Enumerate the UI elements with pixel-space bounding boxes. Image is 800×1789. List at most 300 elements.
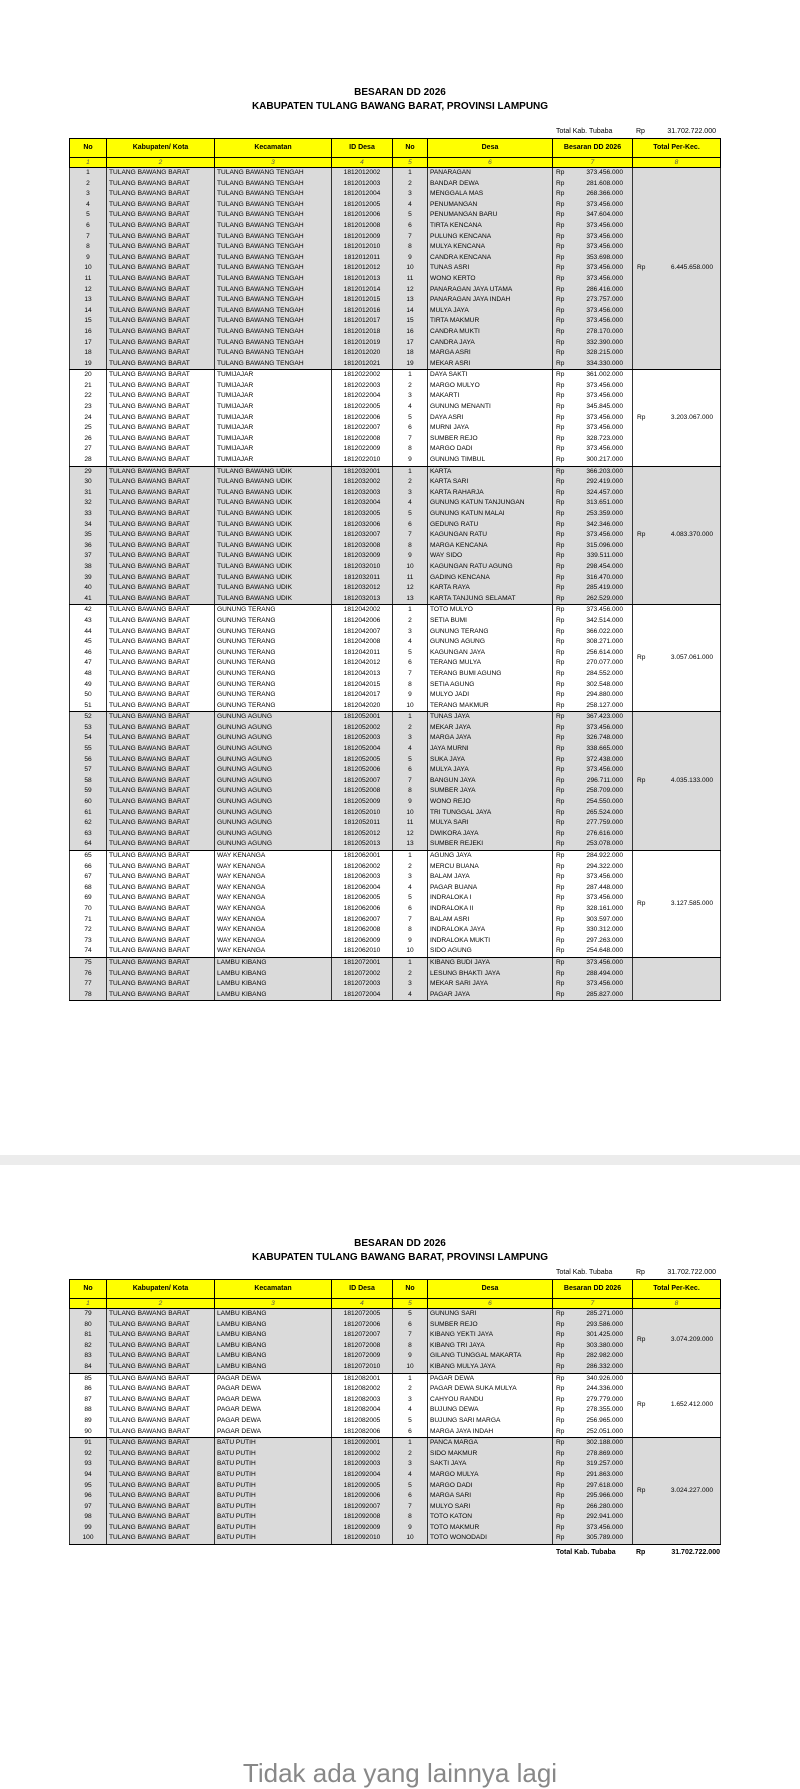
id-desa-cell: 1812062002 <box>332 862 393 873</box>
kecamatan-cell: GUNUNG TERANG <box>215 701 332 712</box>
desa-name-cell: MULYO SARI <box>428 1502 553 1513</box>
desa-number-cell: 3 <box>393 189 428 200</box>
kecamatan-cell: TULANG BAWANG TENGAH <box>215 359 332 370</box>
desa-number-cell: 14 <box>393 306 428 317</box>
currency-label: Rp <box>556 734 565 742</box>
kabupaten-cell: TULANG BAWANG BARAT <box>107 1416 215 1427</box>
currency-label: Rp <box>556 467 565 475</box>
besaran-value: 342.346.000 <box>586 520 623 528</box>
kabupaten-cell: TULANG BAWANG BARAT <box>107 530 215 541</box>
table-row <box>70 627 721 638</box>
row-number: 93 <box>70 1459 107 1470</box>
desa-number-cell: 9 <box>393 690 428 701</box>
row-number: 66 <box>70 862 107 873</box>
row-number: 59 <box>70 786 107 797</box>
desa-number-cell: 9 <box>393 1351 428 1362</box>
currency-label: Rp <box>556 1416 565 1424</box>
currency-label: Rp <box>556 1341 565 1349</box>
table-row <box>70 616 721 627</box>
besaran-cell <box>553 936 633 947</box>
desa-name-cell: BANGUN JAYA <box>428 776 553 787</box>
table-row <box>70 413 721 424</box>
besaran-value: 287.448.000 <box>586 883 623 891</box>
desa-name-cell: SUMBER REJEKI <box>428 839 553 850</box>
besaran-cell <box>553 990 633 1001</box>
kabupaten-cell: TULANG BAWANG BARAT <box>107 413 215 424</box>
id-desa-cell: 1812062001 <box>332 851 393 862</box>
desa-name-cell: SETIA BUMI <box>428 616 553 627</box>
besaran-value: 291.863.000 <box>586 1470 623 1478</box>
kabupaten-cell: TULANG BAWANG BARAT <box>107 488 215 499</box>
desa-number-cell: 1 <box>393 466 428 477</box>
total-label: Total Kab. Tubaba <box>556 128 613 135</box>
table-row <box>70 444 721 455</box>
row-number: 42 <box>70 605 107 616</box>
currency-label: Rp <box>556 541 565 549</box>
total-per-kec-value: 4.083.370.000 <box>670 531 713 539</box>
id-desa-cell: 1812062008 <box>332 925 393 936</box>
total-per-kec-cell <box>633 466 721 605</box>
id-desa-cell: 1812042007 <box>332 627 393 638</box>
desa-name-cell: WAY SIDO <box>428 551 553 562</box>
kecamatan-cell: PAGAR DEWA <box>215 1405 332 1416</box>
besaran-cell <box>553 1373 633 1384</box>
id-desa-cell: 1812042015 <box>332 680 393 691</box>
currency-label: Rp <box>556 243 565 251</box>
desa-name-cell: TIRTA MAKMUR <box>428 316 553 327</box>
sheet-heading <box>0 1238 800 1263</box>
kabupaten-cell: TULANG BAWANG BARAT <box>107 851 215 862</box>
kecamatan-cell: WAY KENANGA <box>215 893 332 904</box>
kabupaten-cell: TULANG BAWANG BARAT <box>107 541 215 552</box>
desa-number-cell: 7 <box>393 530 428 541</box>
id-desa-cell: 1812012020 <box>332 348 393 359</box>
table-row <box>70 263 721 274</box>
id-desa-cell: 1812022008 <box>332 434 393 445</box>
kecamatan-cell: TULANG BAWANG UDIK <box>215 498 332 509</box>
id-desa-cell: 1812072005 <box>332 1309 393 1320</box>
desa-number-cell: 7 <box>393 232 428 243</box>
footer-total <box>556 1549 720 1556</box>
kecamatan-cell: WAY KENANGA <box>215 936 332 947</box>
kabupaten-cell: TULANG BAWANG BARAT <box>107 883 215 894</box>
desa-number-cell: 10 <box>393 1533 428 1544</box>
besaran-cell <box>553 391 633 402</box>
row-number: 91 <box>70 1438 107 1449</box>
kecamatan-cell: TUMIJAJAR <box>215 381 332 392</box>
table-row <box>70 605 721 616</box>
table-row <box>70 1384 721 1395</box>
desa-number-cell: 1 <box>393 712 428 723</box>
desa-number-cell: 6 <box>393 1427 428 1438</box>
desa-number-cell: 8 <box>393 786 428 797</box>
row-number: 75 <box>70 957 107 968</box>
id-desa-cell: 1812012018 <box>332 327 393 338</box>
currency-label: Rp <box>556 562 565 570</box>
desa-number-cell: 5 <box>393 648 428 659</box>
besaran-cell <box>553 733 633 744</box>
currency-label: Rp <box>556 1523 565 1531</box>
besaran-cell <box>553 455 633 466</box>
row-number: 55 <box>70 744 107 755</box>
header-row <box>70 139 721 158</box>
desa-name-cell: TOTO WONODADI <box>428 1533 553 1544</box>
desa-number-cell: 5 <box>393 509 428 520</box>
desa-name-cell: INDRALOKA MUKTI <box>428 936 553 947</box>
kecamatan-cell: BATU PUTIH <box>215 1491 332 1502</box>
total-per-kec-cell <box>633 1309 721 1374</box>
row-number: 48 <box>70 669 107 680</box>
currency-label: Rp <box>556 713 565 721</box>
row-number: 25 <box>70 423 107 434</box>
besaran-cell <box>553 370 633 381</box>
kabupaten-cell: TULANG BAWANG BARAT <box>107 573 215 584</box>
id-desa-cell: 1812032009 <box>332 551 393 562</box>
besaran-value: 373.456.000 <box>586 169 623 176</box>
id-desa-cell: 1812062003 <box>332 872 393 883</box>
id-desa-cell: 1812072009 <box>332 1351 393 1362</box>
desa-name-cell: TERANG BUMI AGUNG <box>428 669 553 680</box>
row-number: 95 <box>70 1481 107 1492</box>
desa-name-cell: MARGA JAYA <box>428 733 553 744</box>
besaran-value: 294.880.000 <box>586 691 623 699</box>
currency-label: Rp <box>556 1513 565 1521</box>
kabupaten-cell: TULANG BAWANG BARAT <box>107 1320 215 1331</box>
col-number: 5 <box>393 1299 428 1309</box>
besaran-value: 373.456.000 <box>586 766 623 774</box>
currency-label: Rp <box>556 829 565 837</box>
col-number: 6 <box>428 1299 553 1309</box>
row-number: 86 <box>70 1384 107 1395</box>
currency-label: Rp <box>556 701 565 709</box>
desa-name-cell: GUNUNG AGUNG <box>428 637 553 648</box>
desa-name-cell: CANDRA JAYA <box>428 338 553 349</box>
desa-number-cell: 2 <box>393 477 428 488</box>
besaran-value: 302.548.000 <box>586 680 623 688</box>
desa-number-cell: 10 <box>393 562 428 573</box>
desa-name-cell: AGUNG JAYA <box>428 851 553 862</box>
table-row <box>70 680 721 691</box>
row-number: 40 <box>70 583 107 594</box>
table-row <box>70 733 721 744</box>
row-number: 60 <box>70 797 107 808</box>
table-row <box>70 1309 721 1320</box>
desa-number-cell: 4 <box>393 1470 428 1481</box>
besaran-cell <box>553 744 633 755</box>
id-desa-cell: 1812092009 <box>332 1523 393 1534</box>
desa-name-cell: KARTA <box>428 466 553 477</box>
table-row <box>70 477 721 488</box>
besaran-cell <box>553 1427 633 1438</box>
besaran-cell <box>553 872 633 883</box>
besaran-cell <box>553 1416 633 1427</box>
besaran-cell <box>553 946 633 957</box>
besaran-value: 254.648.000 <box>586 947 623 955</box>
currency-label: Rp <box>556 338 565 346</box>
kabupaten-cell: TULANG BAWANG BARAT <box>107 925 215 936</box>
desa-number-cell: 8 <box>393 1512 428 1523</box>
spreadsheet-page-2 <box>0 1165 800 1778</box>
table-row <box>70 455 721 466</box>
table-row <box>70 808 721 819</box>
besaran-cell <box>553 327 633 338</box>
row-number: 8 <box>70 242 107 253</box>
currency-label: Rp <box>556 616 565 624</box>
besaran-cell <box>553 200 633 211</box>
currency-label: Rp <box>637 1401 646 1409</box>
col-header-besaran: Besaran DD 2026 <box>553 1280 633 1299</box>
desa-name-cell: MARGA ASRI <box>428 348 553 359</box>
column-number-row <box>70 158 721 168</box>
currency-label: Rp <box>556 1502 565 1510</box>
besaran-cell <box>553 573 633 584</box>
besaran-cell <box>553 765 633 776</box>
id-desa-cell: 1812012003 <box>332 179 393 190</box>
desa-number-cell: 12 <box>393 285 428 296</box>
desa-name-cell: MULYA JAYA <box>428 765 553 776</box>
besaran-value: 373.456.000 <box>586 894 623 902</box>
row-number: 53 <box>70 723 107 734</box>
kecamatan-cell: LAMBU KIBANG <box>215 1341 332 1352</box>
besaran-value: 295.966.000 <box>586 1492 623 1500</box>
dd-table <box>69 1279 721 1545</box>
besaran-cell <box>553 658 633 669</box>
table-body <box>70 1309 721 1545</box>
kabupaten-cell: TULANG BAWANG BARAT <box>107 1362 215 1373</box>
kecamatan-cell: TULANG BAWANG UDIK <box>215 488 332 499</box>
currency-label: Rp <box>556 659 565 667</box>
besaran-value: 328.215.000 <box>586 349 623 357</box>
row-number: 69 <box>70 893 107 904</box>
total-per-kec-cell <box>633 1438 721 1545</box>
kecamatan-cell: GUNUNG TERANG <box>215 637 332 648</box>
kabupaten-cell: TULANG BAWANG BARAT <box>107 1384 215 1395</box>
besaran-value: 285.271.000 <box>586 1310 623 1317</box>
desa-number-cell: 6 <box>393 904 428 915</box>
besaran-value: 373.456.000 <box>586 958 623 966</box>
table-row <box>70 1330 721 1341</box>
currency-label: Rp <box>556 169 565 176</box>
kecamatan-cell: TULANG BAWANG UDIK <box>215 594 332 605</box>
row-number: 38 <box>70 562 107 573</box>
besaran-value: 268.366.000 <box>586 190 623 198</box>
kabupaten-cell: TULANG BAWANG BARAT <box>107 179 215 190</box>
row-number: 98 <box>70 1512 107 1523</box>
kecamatan-cell: TULANG BAWANG TENGAH <box>215 348 332 359</box>
footer-total-currency: Rp <box>636 1549 646 1556</box>
row-number: 35 <box>70 530 107 541</box>
kabupaten-cell: TULANG BAWANG BARAT <box>107 316 215 327</box>
kabupaten-cell: TULANG BAWANG BARAT <box>107 969 215 980</box>
currency-label: Rp <box>556 873 565 881</box>
currency-label: Rp <box>556 499 565 507</box>
currency-label: Rp <box>637 654 646 662</box>
id-desa-cell: 1812072003 <box>332 979 393 990</box>
total-kab-header <box>556 1269 716 1276</box>
kabupaten-cell: TULANG BAWANG BARAT <box>107 423 215 434</box>
desa-number-cell: 4 <box>393 1405 428 1416</box>
kecamatan-cell: WAY KENANGA <box>215 851 332 862</box>
besaran-cell <box>553 797 633 808</box>
desa-number-cell: 5 <box>393 1309 428 1320</box>
kecamatan-cell: GUNUNG AGUNG <box>215 712 332 723</box>
id-desa-cell: 1812012009 <box>332 232 393 243</box>
id-desa-cell: 1812082006 <box>332 1427 393 1438</box>
kecamatan-cell: TULANG BAWANG TENGAH <box>215 232 332 243</box>
total-per-kec-value: 6.445.658.000 <box>670 264 713 272</box>
besaran-cell <box>553 1502 633 1513</box>
desa-name-cell: PANARAGAN JAYA INDAH <box>428 295 553 306</box>
row-number: 52 <box>70 712 107 723</box>
kecamatan-cell: TULANG BAWANG TENGAH <box>215 253 332 264</box>
total-amount: 31.702.722.000 <box>667 128 716 135</box>
row-number: 71 <box>70 915 107 926</box>
table-row <box>70 1470 721 1481</box>
table-row <box>70 498 721 509</box>
besaran-value: 367.423.000 <box>586 713 623 721</box>
besaran-cell <box>553 402 633 413</box>
besaran-cell <box>553 498 633 509</box>
desa-number-cell: 1 <box>393 605 428 616</box>
total-per-kec-cell <box>633 851 721 958</box>
besaran-value: 288.494.000 <box>586 969 623 977</box>
desa-name-cell: MULYA JAYA <box>428 306 553 317</box>
besaran-value: 373.456.000 <box>586 274 623 282</box>
col-header-kecamatan: Kecamatan <box>215 1280 332 1299</box>
kabupaten-cell: TULANG BAWANG BARAT <box>107 210 215 221</box>
kabupaten-cell: TULANG BAWANG BARAT <box>107 1309 215 1320</box>
id-desa-cell: 1812032007 <box>332 530 393 541</box>
id-desa-cell: 1812012002 <box>332 168 393 179</box>
besaran-value: 338.665.000 <box>586 745 623 753</box>
table-row <box>70 637 721 648</box>
kabupaten-cell: TULANG BAWANG BARAT <box>107 455 215 466</box>
id-desa-cell: 1812072007 <box>332 1330 393 1341</box>
table-row <box>70 274 721 285</box>
besaran-value: 278.355.000 <box>586 1406 623 1414</box>
currency-label: Rp <box>556 904 565 912</box>
besaran-value: 302.188.000 <box>586 1439 623 1447</box>
table-row <box>70 1481 721 1492</box>
kabupaten-cell: TULANG BAWANG BARAT <box>107 189 215 200</box>
table-row <box>70 583 721 594</box>
row-number: 74 <box>70 946 107 957</box>
table-row <box>70 402 721 413</box>
col-header-kabupaten: Kabupaten/ Kota <box>107 139 215 158</box>
besaran-cell <box>553 829 633 840</box>
id-desa-cell: 1812032012 <box>332 583 393 594</box>
col-number: 4 <box>332 1299 393 1309</box>
kabupaten-cell: TULANG BAWANG BARAT <box>107 242 215 253</box>
table-row <box>70 904 721 915</box>
id-desa-cell: 1812072010 <box>332 1362 393 1373</box>
kabupaten-cell: TULANG BAWANG BARAT <box>107 263 215 274</box>
besaran-value: 305.789.000 <box>586 1534 623 1542</box>
currency-label: Rp <box>556 852 565 859</box>
total-currency: Rp <box>636 1269 645 1276</box>
total-per-kec-value: 4.035.133.000 <box>670 776 713 784</box>
id-desa-cell: 1812092008 <box>332 1512 393 1523</box>
currency-label: Rp <box>556 1385 565 1393</box>
besaran-value: 328.723.000 <box>586 434 623 442</box>
kecamatan-cell: GUNUNG AGUNG <box>215 723 332 734</box>
column-number-row <box>70 1299 721 1309</box>
id-desa-cell: 1812082003 <box>332 1395 393 1406</box>
desa-number-cell: 8 <box>393 444 428 455</box>
table-row <box>70 1320 721 1331</box>
currency-label: Rp <box>556 723 565 731</box>
kecamatan-cell: PAGAR DEWA <box>215 1384 332 1395</box>
besaran-cell <box>553 1384 633 1395</box>
id-desa-cell: 1812052008 <box>332 786 393 797</box>
besaran-value: 313.651.000 <box>586 499 623 507</box>
table-row <box>70 883 721 894</box>
besaran-value: 276.616.000 <box>586 829 623 837</box>
row-number: 54 <box>70 733 107 744</box>
id-desa-cell: 1812012013 <box>332 274 393 285</box>
kabupaten-cell: TULANG BAWANG BARAT <box>107 669 215 680</box>
table-row <box>70 1533 721 1544</box>
besaran-value: 253.359.000 <box>586 510 623 517</box>
besaran-cell <box>553 979 633 990</box>
besaran-cell <box>553 179 633 190</box>
id-desa-cell: 1812022006 <box>332 413 393 424</box>
kecamatan-cell: TULANG BAWANG UDIK <box>215 551 332 562</box>
id-desa-cell: 1812042017 <box>332 690 393 701</box>
row-number: 27 <box>70 444 107 455</box>
kecamatan-cell: GUNUNG AGUNG <box>215 765 332 776</box>
table-row <box>70 327 721 338</box>
kecamatan-cell: GUNUNG AGUNG <box>215 818 332 829</box>
desa-name-cell: KIBANG TRI JAYA <box>428 1341 553 1352</box>
currency-label: Rp <box>637 264 646 272</box>
besaran-cell <box>553 969 633 980</box>
kabupaten-cell: TULANG BAWANG BARAT <box>107 712 215 723</box>
table-row <box>70 221 721 232</box>
id-desa-cell: 1812062010 <box>332 946 393 957</box>
desa-name-cell: PANCA MARGA <box>428 1438 553 1449</box>
besaran-value: 373.456.000 <box>586 243 623 251</box>
id-desa-cell: 1812092007 <box>332 1502 393 1513</box>
table-row <box>70 434 721 445</box>
besaran-cell <box>553 189 633 200</box>
kecamatan-cell: TULANG BAWANG TENGAH <box>215 179 332 190</box>
id-desa-cell: 1812092003 <box>332 1459 393 1470</box>
currency-label: Rp <box>556 221 565 229</box>
col-number: 1 <box>70 158 107 168</box>
table-row <box>70 936 721 947</box>
table-row <box>70 990 721 1001</box>
kecamatan-cell: TULANG BAWANG TENGAH <box>215 306 332 317</box>
currency-label: Rp <box>556 200 565 208</box>
kabupaten-cell: TULANG BAWANG BARAT <box>107 818 215 829</box>
desa-number-cell: 13 <box>393 594 428 605</box>
id-desa-cell: 1812012021 <box>332 359 393 370</box>
besaran-value: 258.127.000 <box>586 701 623 709</box>
kabupaten-cell: TULANG BAWANG BARAT <box>107 594 215 605</box>
id-desa-cell: 1812022004 <box>332 391 393 402</box>
desa-name-cell: JAYA MURNI <box>428 744 553 755</box>
id-desa-cell: 1812042012 <box>332 658 393 669</box>
row-number: 73 <box>70 936 107 947</box>
currency-label: Rp <box>637 1486 646 1494</box>
desa-name-cell: GUNUNG KATUN TANJUNGAN <box>428 498 553 509</box>
besaran-cell <box>553 530 633 541</box>
besaran-value: 266.280.000 <box>586 1502 623 1510</box>
id-desa-cell: 1812012015 <box>332 295 393 306</box>
besaran-cell <box>553 669 633 680</box>
table-row <box>70 1405 721 1416</box>
